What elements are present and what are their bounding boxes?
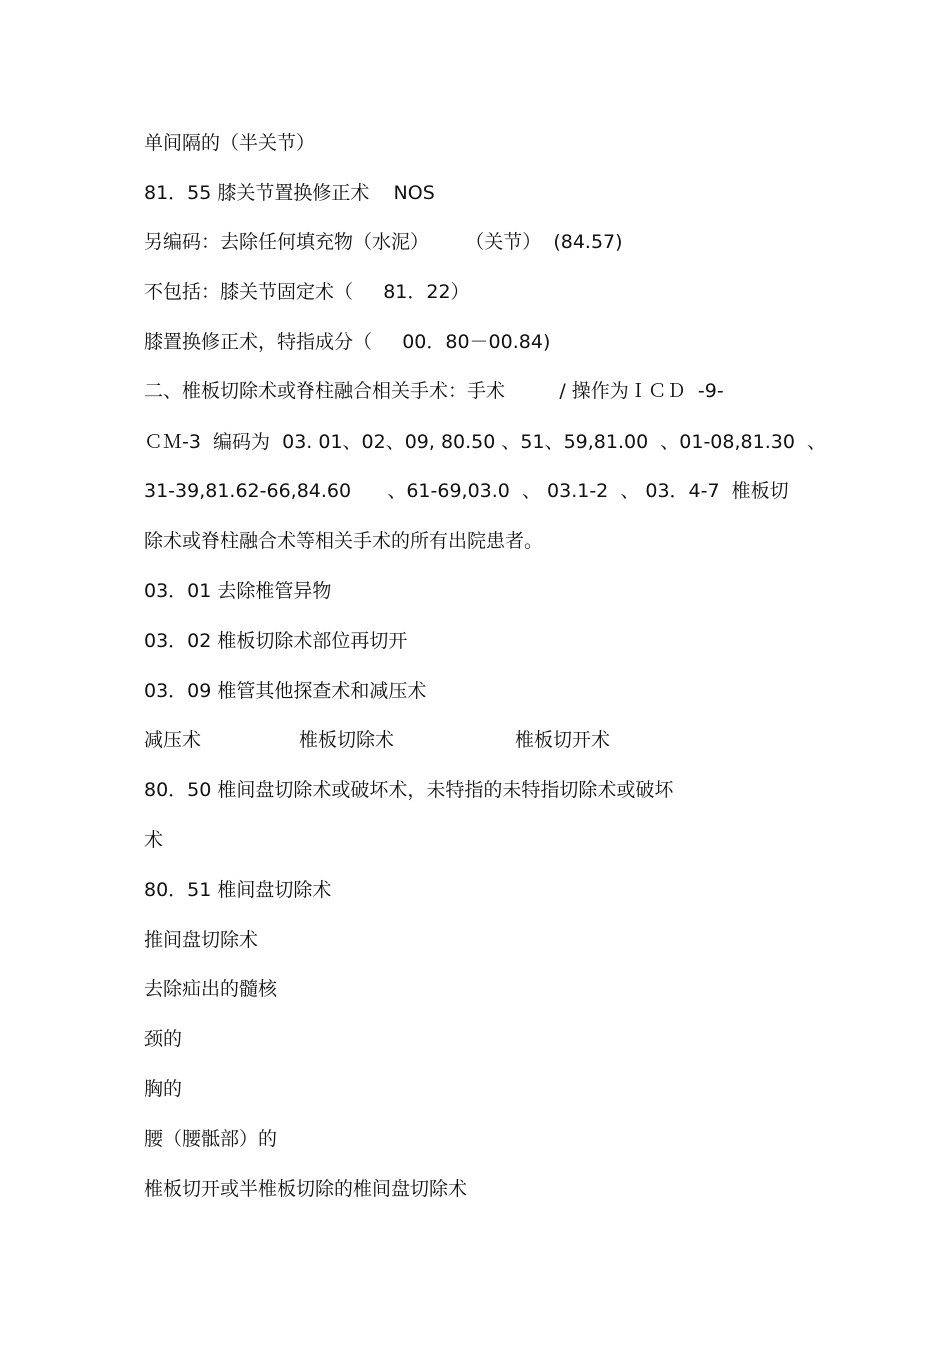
text-line-1: 单间隔的（半关节） xyxy=(144,132,316,154)
text-line-20: 胸的 xyxy=(144,1078,183,1100)
text-line-22: 椎板切开或半椎板切除的椎间盘切除术 xyxy=(144,1178,468,1200)
text-line-18: 去除疝出的髓核 xyxy=(144,978,278,1000)
text-line-21: 腰（腰骶部）的 xyxy=(144,1128,278,1150)
text-line-6: 二、椎板切除术或脊柱融合相关手术：手术 / 操作为ＩＣＤ -9- xyxy=(144,380,724,402)
text-line-8: 31-39,81.62-66,84.60 、61-69,03.0 、 03.1-2 、 03．4-7 椎板切 xyxy=(144,480,789,502)
text-line-7: ＣＭ-3 编码为 03. 01、02、09, 80.50 、51、59,81.00 、01-08,81.30 、 xyxy=(144,431,826,453)
text-row-13-col-2: 椎板切除术 xyxy=(299,729,395,751)
text-line-5: 膝置换修正术，特指成分（ 00．80－00.84) xyxy=(144,331,551,353)
text-line-17: 推间盘切除术 xyxy=(144,929,259,951)
text-line-3: 另编码：去除任何填充物（水泥） （关节） (84.57) xyxy=(144,231,623,253)
text-line-10: 03．01 去除椎管异物 xyxy=(144,580,332,602)
text-line-9: 除术或脊柱融合术等相关手术的所有出院患者。 xyxy=(144,530,544,552)
text-line-14: 80．50 椎间盘切除术或破坏术，未特指的未特指切除术或破坏 xyxy=(144,779,674,801)
text-line-16: 80．51 椎间盘切除术 xyxy=(144,879,332,901)
text-line-11: 03．02 椎板切除术部位再切开 xyxy=(144,630,408,652)
text-line-2: 81．55 膝关节置换修正术 NOS xyxy=(144,182,435,204)
text-line-19: 颈的 xyxy=(144,1028,183,1050)
text-line-12: 03．09 椎管其他探查术和减压术 xyxy=(144,680,427,702)
text-line-15: 术 xyxy=(144,829,164,851)
text-row-13-col-3: 椎板切开术 xyxy=(515,729,611,751)
text-line-4: 不包括：膝关节固定术（ 81．22） xyxy=(144,281,470,303)
text-row-13-col-1: 减压术 xyxy=(144,729,202,751)
